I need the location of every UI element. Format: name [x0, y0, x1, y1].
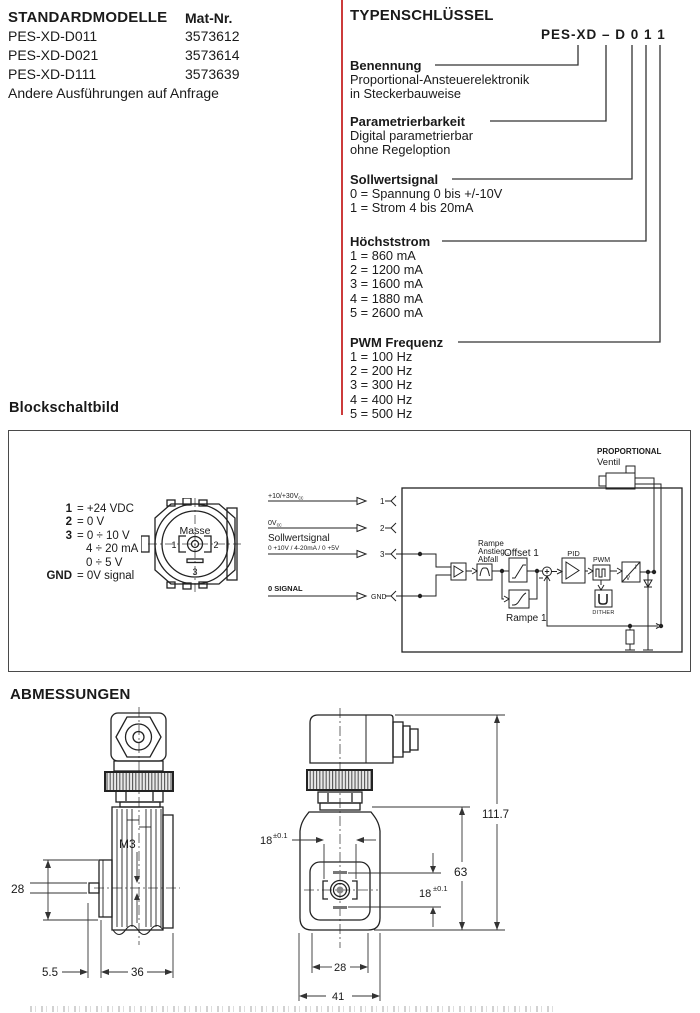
section-line: 2 = 200 Hz — [350, 363, 413, 379]
section-line: ohne Regeloption — [350, 142, 451, 158]
legend-value: = +24 VDC — [77, 503, 134, 515]
connector-masse-label: Masse — [179, 525, 211, 537]
type-key-section-sollwertsignal — [350, 172, 502, 215]
model-mat-nr: 3573639 — [185, 66, 240, 82]
section-line: Proportional-Ansteuerelektronik — [350, 72, 530, 87]
model-name: PES-XD-D111 — [8, 66, 97, 82]
dimensions-title: ABMESSUNGEN — [10, 686, 131, 703]
section-line: in Steckerbauweise — [350, 86, 461, 102]
height-28-label: 28 — [11, 882, 25, 896]
section-label: Benennung — [350, 58, 422, 73]
sollwertsignal-label: Sollwertsignal — [268, 533, 330, 544]
section-line: 5 = 2600 mA — [350, 304, 423, 320]
legend-pin — [40, 543, 72, 556]
section-line: 1 = Strom 4 bis 20mA — [350, 200, 474, 216]
width-36-label: 36 — [131, 967, 144, 979]
section-line: 1 = 100 Hz — [350, 349, 413, 364]
type-key-section-benennung — [350, 58, 529, 101]
pin-spacing-tolerance: ±0.1 — [433, 884, 448, 893]
i-label: I — [635, 565, 637, 571]
connector-pin1-label: 1 — [171, 540, 177, 550]
model-mat-nr: 3573614 — [185, 47, 240, 63]
standard-models-title: STANDARDMODELLE — [8, 9, 168, 26]
legend-value: 0 ÷ 5 V — [86, 556, 123, 569]
signal-gnd-label: 0 SIGNAL — [268, 584, 303, 593]
model-mat-nr: 3573612 — [185, 28, 240, 44]
proportional-valve-title: PROPORTIONAL — [597, 447, 662, 456]
section-label: PWM Frequenz — [350, 335, 444, 350]
pin-spacing-18-label: 18 — [419, 888, 432, 900]
legend-value: 4 ÷ 20 mA — [86, 543, 139, 556]
section-line: 1 = 860 mA — [350, 248, 416, 263]
legend-pin: 2 — [65, 516, 72, 529]
total-width-41-label: 41 — [332, 991, 345, 1003]
legend-pin: GND — [46, 570, 72, 583]
dither-label: DITHER — [592, 610, 615, 616]
rampe-block-label: Rampe — [478, 539, 504, 548]
m3-dimension-label: M3 — [119, 837, 136, 851]
connector-pin3-label: 3 — [192, 567, 198, 577]
signal-gnd-pin: GND — [371, 594, 387, 601]
proportional-valve-subtitle: Ventil — [597, 457, 621, 468]
section-line: 5 = 500 Hz — [350, 405, 413, 421]
section-line: Digital parametrierbar — [350, 128, 474, 143]
pid-label: PID — [567, 549, 580, 558]
section-label: Höchststrom — [350, 234, 431, 249]
top-width-18-label: 18 — [260, 835, 273, 847]
connector-pin2-label: 2 — [213, 540, 219, 550]
legend-pin — [40, 557, 72, 570]
models-note: Andere Ausführungen auf Anfrage — [8, 85, 219, 101]
type-key-section-parametrierbarkeit — [350, 114, 473, 157]
mat-nr-column-header: Mat-Nr. — [185, 10, 233, 26]
body-height-63-label: 63 — [454, 865, 468, 879]
legend-pin: 3 — [65, 529, 72, 542]
signal-2-label: $0V_{cc}$ — [268, 520, 282, 529]
offset1-label: Offset 1 — [504, 548, 539, 559]
face-width-28-label: 28 — [334, 962, 347, 974]
total-height-111-7-label: 111.7 — [482, 809, 510, 821]
signal-3-label: 0 +10V / 4-20mA / 0 +5V — [268, 545, 340, 552]
offset-5-5-label: 5.5 — [42, 967, 58, 979]
legend-pin: 1 — [65, 503, 72, 515]
legend-value: = 0 V — [77, 516, 105, 529]
pwm-label: PWM — [592, 557, 611, 564]
type-key-section-hoechststrom — [350, 234, 430, 320]
dimension-drawing-side-view — [10, 705, 260, 1005]
section-label: Sollwertsignal — [350, 172, 439, 187]
section-line: 2 = 1200 mA — [350, 262, 423, 278]
section-line: 3 = 300 Hz — [350, 377, 413, 393]
signal-2-pin: 2 — [380, 524, 385, 533]
model-name: PES-XD-D021 — [8, 47, 99, 63]
pin-legend — [40, 503, 138, 583]
type-code: PES-XD – D 0 1 1 — [541, 27, 666, 42]
rampe-block-label: Abfall — [478, 555, 499, 564]
signal-3-pin: 3 — [380, 550, 385, 559]
signal-1-pin: 1 — [380, 497, 385, 506]
type-key-section-pwm-frequenz — [350, 335, 443, 421]
legend-value: = 0 ÷ 10 V — [77, 529, 130, 542]
signal-1-label: $+10/+30V_{cc}$ — [268, 493, 304, 502]
rampe-block-label: Anstieg , — [478, 547, 510, 556]
section-line: 0 = Spannung 0 bis +/-10V — [350, 186, 503, 201]
cropped-footer-text-fragment — [30, 1006, 555, 1012]
rampe1-label: Rampe 1 — [506, 613, 547, 624]
section-line: 4 = 1880 mA — [350, 290, 423, 306]
legend-value: = 0V signal — [77, 570, 135, 583]
type-key-title: TYPENSCHLÜSSEL — [350, 7, 494, 24]
signal-chain-drawing — [260, 440, 688, 668]
v-label: V — [626, 576, 631, 582]
connector-pinout-drawing — [141, 498, 241, 594]
section-label: Parametrierbarkeit — [350, 114, 465, 129]
section-line: 4 = 400 Hz — [350, 391, 413, 407]
top-width-tolerance: ±0.1 — [273, 831, 288, 840]
model-name: PES-XD-D011 — [8, 28, 98, 44]
section-line: 3 = 1600 mA — [350, 276, 423, 292]
block-diagram-title: Blockschaltbild — [9, 400, 120, 416]
dimension-drawing-front-view — [258, 705, 523, 1005]
